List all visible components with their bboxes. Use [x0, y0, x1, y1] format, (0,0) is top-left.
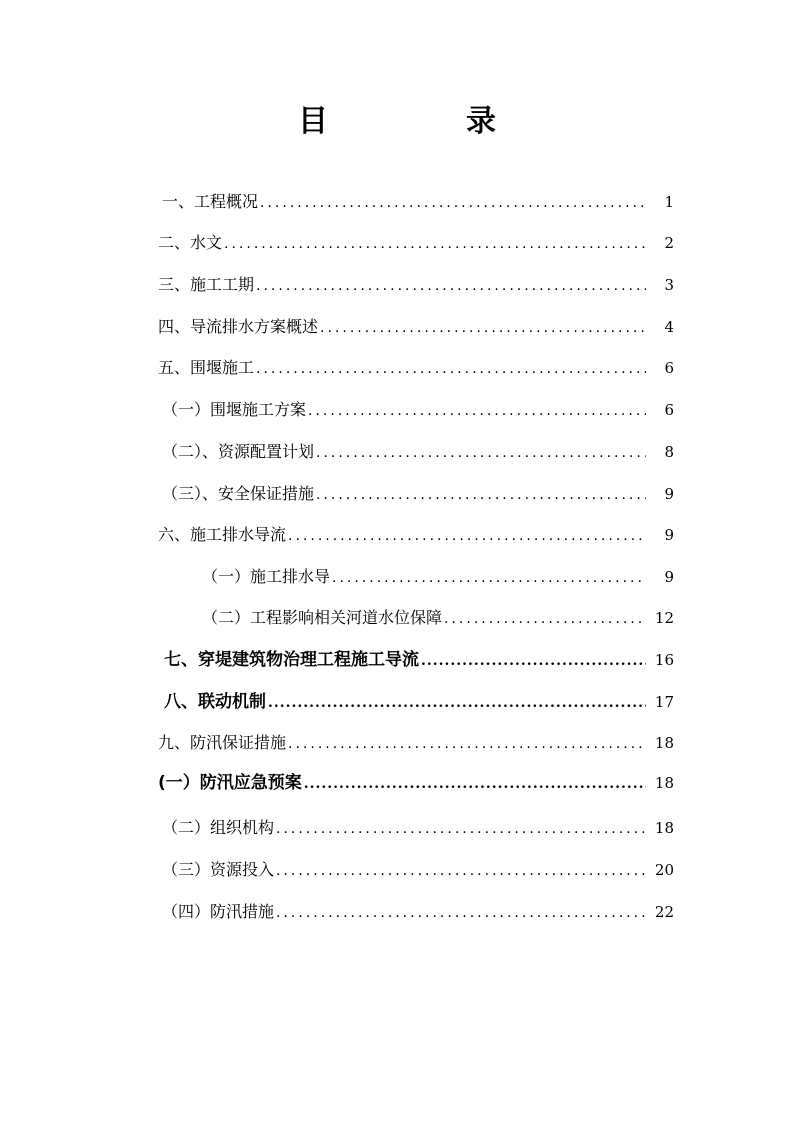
toc-entry[interactable]	[158, 729, 674, 753]
toc-entry-label: （一）施工排水导	[202, 567, 331, 586]
toc-dot-leader	[258, 194, 646, 212]
toc-entry-label: 六、施工排水导流	[158, 525, 287, 544]
toc-entry[interactable]	[158, 313, 674, 337]
toc-entry-label: 五、围堰施工	[158, 358, 255, 377]
toc-entry-label: （一）围堰施工方案	[162, 400, 307, 419]
toc-entry-label: （二）组织机构	[162, 818, 275, 837]
toc-dot-leader	[266, 694, 646, 712]
toc-entry[interactable]	[162, 480, 674, 504]
toc-entry-label: 一、工程概况	[162, 192, 259, 211]
toc-entry-label: （三）、安全保证措施	[162, 484, 315, 503]
toc-dot-leader	[286, 735, 646, 753]
toc-entry-page: 8	[664, 443, 674, 461]
toc-entry-page: 3	[664, 276, 674, 294]
toc-dot-leader	[314, 486, 646, 504]
toc-entry[interactable]	[162, 438, 674, 462]
toc-dot-leader	[274, 820, 646, 838]
toc-dot-leader	[442, 610, 646, 628]
toc-entry[interactable]	[158, 271, 674, 295]
toc-entry-page: 22	[654, 903, 674, 921]
toc-entry-page: 2	[664, 234, 674, 252]
toc-entry[interactable]	[164, 688, 674, 712]
toc-dot-leader	[254, 360, 646, 378]
toc-dot-leader	[302, 775, 646, 793]
toc-entry-page: 16	[654, 651, 674, 669]
toc-dot-leader	[419, 652, 646, 670]
toc-entry[interactable]	[158, 521, 674, 545]
toc-entry-page: 9	[664, 485, 674, 503]
toc-entry[interactable]	[162, 856, 674, 880]
toc-dot-leader	[286, 527, 646, 545]
page-title: 目 录	[298, 104, 550, 139]
toc-entry-page: 9	[664, 568, 674, 586]
toc-entry-page: 9	[664, 526, 674, 544]
toc-entry-label: （四）防汛措施	[162, 902, 275, 921]
toc-dot-leader	[274, 862, 646, 880]
toc-entry-label: 八、联动机制	[164, 692, 266, 712]
toc-entry[interactable]	[162, 396, 674, 420]
toc-entry-page: 18	[654, 734, 674, 752]
toc-entry-label: 三、施工工期	[158, 275, 255, 294]
toc-dot-leader	[314, 444, 646, 462]
toc-entry-page: 18	[654, 774, 674, 792]
toc-entry-label: 七、穿堤建筑物治理工程施工导流	[164, 650, 419, 670]
toc-entry-page: 12	[654, 609, 674, 627]
toc-dot-leader	[330, 569, 646, 587]
toc-entry-page: 20	[654, 861, 674, 879]
toc-entry-page: 18	[654, 819, 674, 837]
toc-dot-leader	[254, 277, 646, 295]
toc-entry[interactable]	[158, 229, 674, 253]
toc-entry-page: 4	[664, 318, 674, 336]
toc-entry-page: 1	[664, 193, 674, 211]
toc-entry[interactable]	[202, 604, 674, 628]
toc-dot-leader	[274, 904, 646, 922]
toc-dot-leader	[306, 402, 646, 420]
toc-entry-label: (一）防汛应急预案	[158, 773, 302, 793]
toc-entry[interactable]	[164, 646, 674, 670]
toc-entry[interactable]	[162, 898, 674, 922]
toc-entry[interactable]	[162, 814, 674, 838]
toc-entry-label: （三）资源投入	[162, 860, 275, 879]
toc-entry-label: （二）、资源配置计划	[162, 442, 315, 461]
toc-entry-page: 6	[664, 401, 674, 419]
toc-dot-leader	[222, 235, 646, 253]
toc-entry[interactable]	[158, 354, 674, 378]
toc-entry[interactable]	[158, 769, 674, 793]
toc-dot-leader	[318, 319, 646, 337]
toc-entry-page: 17	[654, 693, 674, 711]
toc-entry-label: 四、导流排水方案概述	[158, 317, 319, 336]
toc-entry[interactable]	[162, 188, 674, 212]
toc-entry-label: 九、防汛保证措施	[158, 733, 287, 752]
toc-entry-label: 二、水文	[158, 233, 223, 252]
toc-entry-label: （二）工程影响相关河道水位保障	[202, 608, 443, 627]
toc-entry-page: 6	[664, 359, 674, 377]
toc-entry[interactable]	[202, 563, 674, 587]
